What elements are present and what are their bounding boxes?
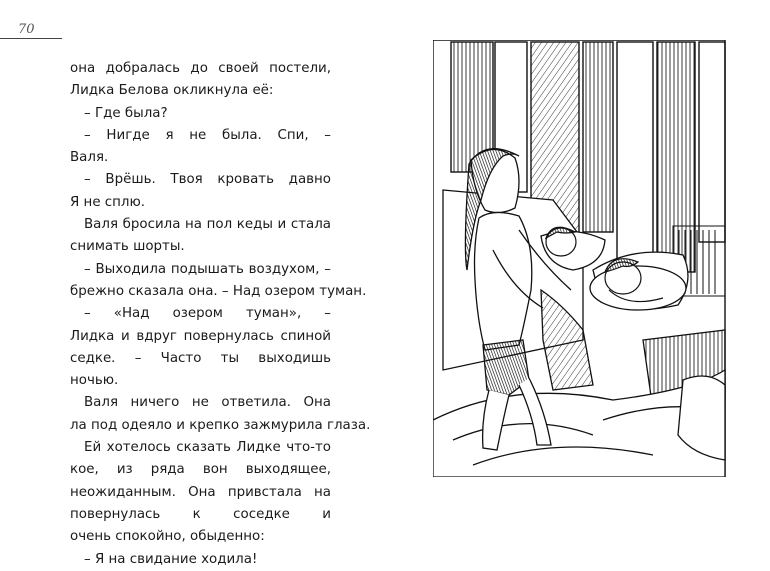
text-line: ла под одеяло и крепко зажмурила глаза. (70, 417, 371, 433)
text-line: ночью. (70, 373, 119, 389)
text-line: Ей хотелось сказать Лидке что-то (84, 440, 331, 456)
text-line: Валя. (70, 150, 109, 166)
illustration-drawing (433, 40, 726, 477)
illustration (433, 40, 726, 477)
page-number: 70 (18, 22, 35, 37)
text-line: – Я на свидание ходила! (84, 551, 258, 567)
text-line: – Нигде я не была. Спи, – (84, 127, 331, 143)
text-line: очень спокойно, обыденно: (70, 529, 265, 545)
text-line: седке. – Часто ты выходишь (70, 350, 331, 366)
text-line: Лидка Белова окликнула её: (70, 83, 274, 99)
text-line: Я не сплю. (70, 194, 146, 210)
text-line: – Где была? (84, 105, 168, 121)
text-line: она добралась до своей постели, (70, 61, 331, 76)
middle-girl (546, 227, 576, 256)
text-line: – Выходила подышать воздухом, – (84, 261, 331, 277)
body-text (70, 58, 371, 571)
text-line: неожиданным. Она привстала на (70, 484, 331, 500)
page-rule (0, 38, 62, 39)
text-line: Лидка и вдруг повернулась спиной (70, 328, 331, 344)
text-line: кое, из ряда вон выходящее, (70, 462, 331, 478)
text-line: – Врёшь. Твоя кровать давно (84, 172, 331, 188)
text-line: Валя ничего не ответила. Она (84, 395, 331, 411)
text-line: Валя бросила на пол кеды и стала (84, 217, 331, 233)
text-line: – «Над озером туман», – (84, 306, 331, 322)
text-line: снимать шорты. (70, 239, 185, 255)
text-line: повернулась к соседке и (70, 506, 331, 522)
text-line: брежно сказала она. – Над озером туман. (70, 283, 367, 299)
